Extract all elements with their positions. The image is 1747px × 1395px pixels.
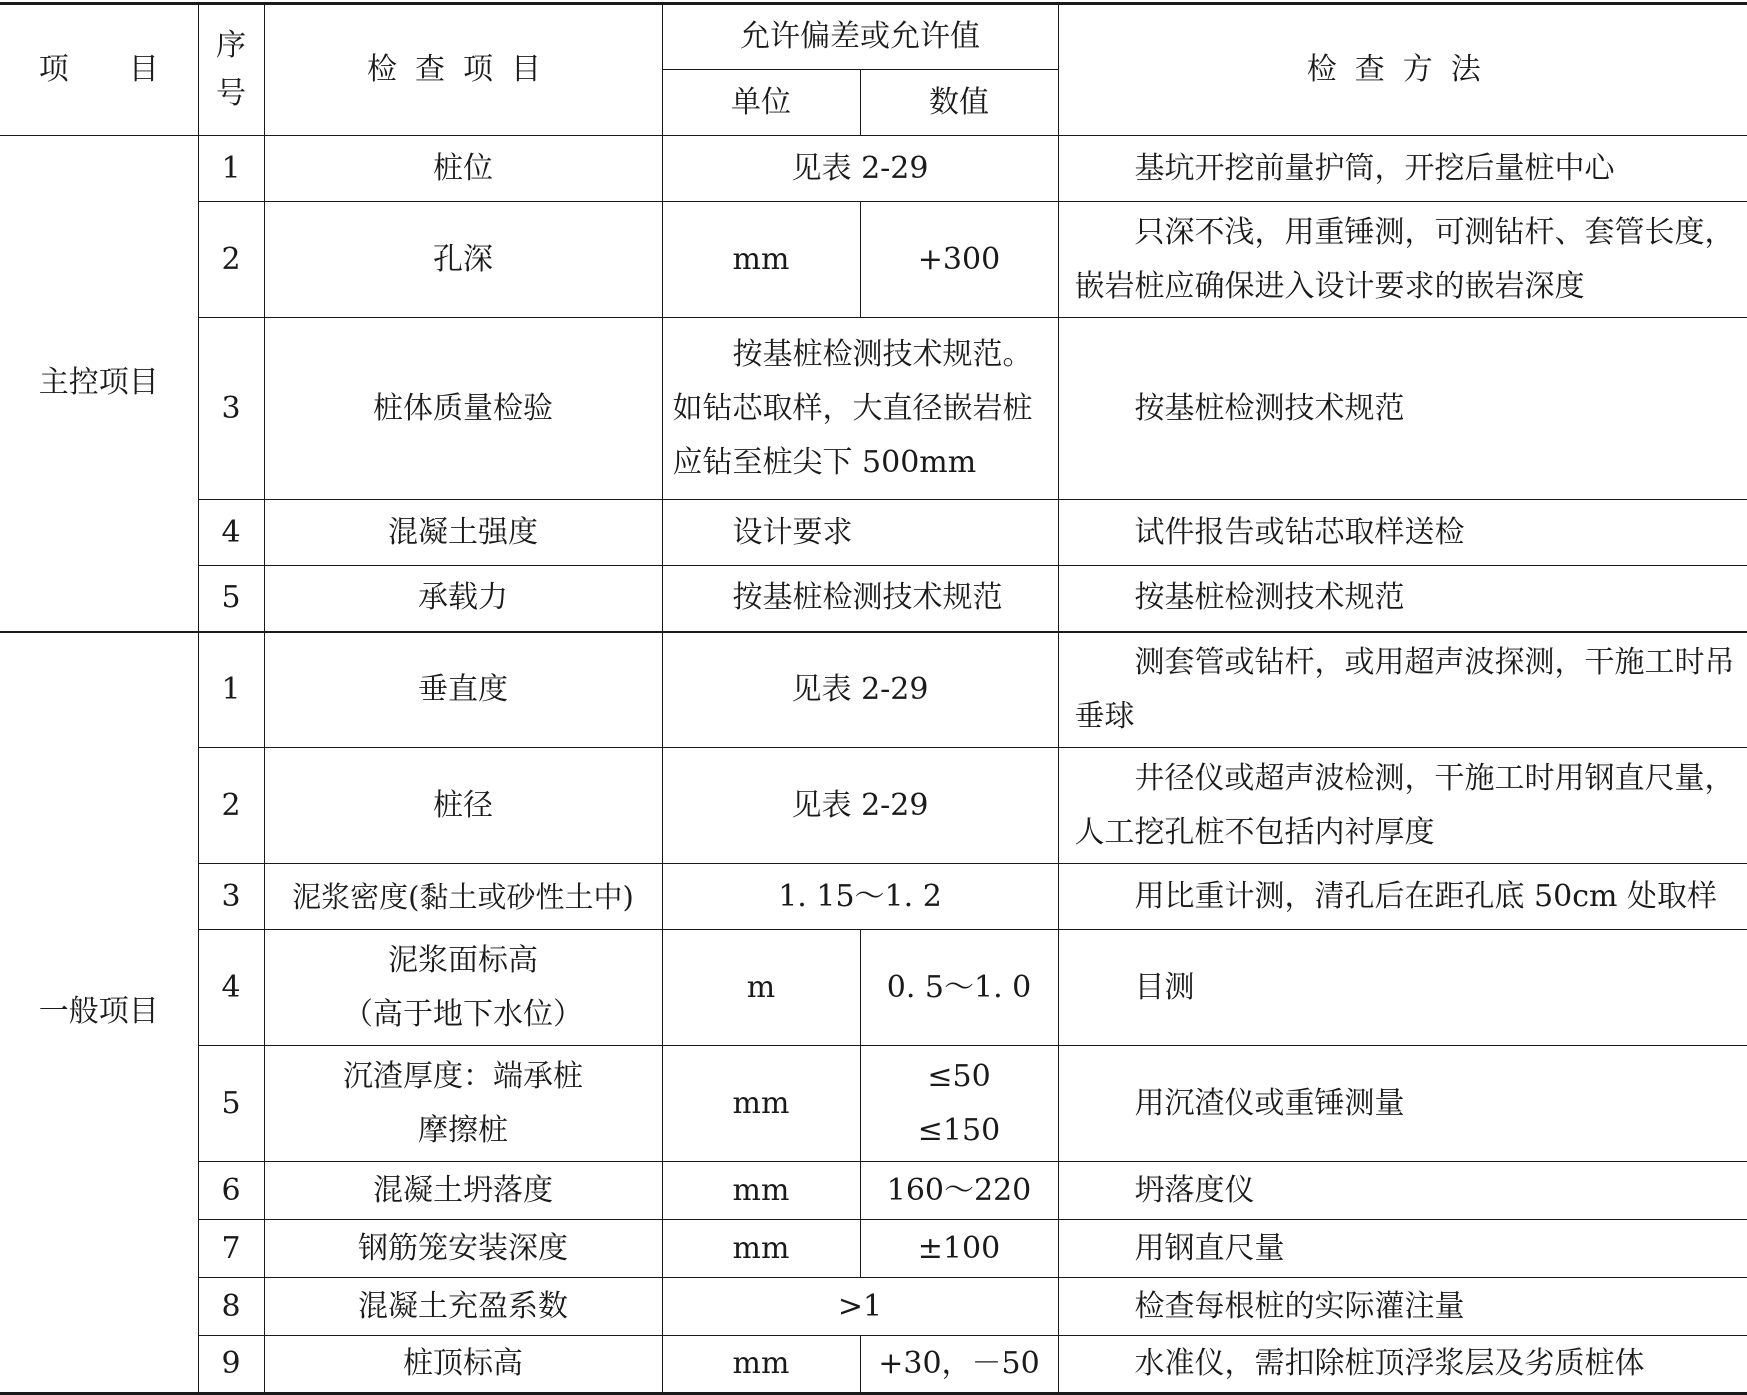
row-item: 桩体质量检验 — [264, 318, 662, 500]
row-item: 桩位 — [264, 136, 662, 202]
table-row — [0, 500, 1747, 566]
row-tolerance: 设计要求 — [662, 500, 1058, 566]
row-item: 泥浆密度(黏土或砂性土中) — [264, 864, 662, 930]
row-method: 只深不浅，用重锤测，可测钻杆、套管长度，嵌岩桩应确保进入设计要求的嵌岩深度 — [1058, 202, 1747, 318]
row-method: 目测 — [1058, 930, 1747, 1046]
row-seq: 6 — [198, 1162, 264, 1220]
row-item: 孔深 — [264, 202, 662, 318]
row-method: 坍落度仪 — [1058, 1162, 1747, 1220]
row-tolerance: >1 — [662, 1278, 1058, 1336]
row-method: 用比重计测，清孔后在距孔底 50cm 处取样 — [1058, 864, 1747, 930]
row-item: 混凝土坍落度 — [264, 1162, 662, 1220]
table-row — [0, 930, 1747, 1046]
header-seq: 序号 — [198, 4, 264, 136]
header-item: 检查项目 — [264, 4, 662, 136]
row-seq: 4 — [198, 500, 264, 566]
table-row — [0, 1046, 1747, 1162]
row-value-line: ≤150 — [917, 1112, 1001, 1148]
table-row — [0, 202, 1747, 318]
table-row — [0, 566, 1747, 632]
row-item: 承载力 — [264, 566, 662, 632]
row-seq: 1 — [198, 136, 264, 202]
header-tolerance: 允许偏差或允许值 — [662, 4, 1058, 70]
row-unit: mm — [662, 1046, 860, 1162]
row-tolerance: 见表 2-29 — [662, 748, 1058, 864]
header-row-1 — [0, 4, 1747, 70]
row-method: 用钢直尺量 — [1058, 1220, 1747, 1278]
table-row — [0, 136, 1747, 202]
header-project: 项 目 — [0, 4, 198, 136]
row-value — [860, 1046, 1058, 1162]
row-method: 按基桩检测技术规范 — [1058, 566, 1747, 632]
row-unit: mm — [662, 202, 860, 318]
header-unit: 单位 — [662, 70, 860, 136]
row-method: 测套管或钻杆，或用超声波探测，干施工时吊垂球 — [1058, 632, 1747, 748]
row-item: 混凝土强度 — [264, 500, 662, 566]
row-tolerance: 1. 15～1. 2 — [662, 864, 1058, 930]
row-method: 基坑开挖前量护筒，开挖后量桩中心 — [1058, 136, 1747, 202]
table-row — [0, 318, 1747, 500]
row-unit: mm — [662, 1336, 860, 1394]
row-seq: 4 — [198, 930, 264, 1046]
table-row — [0, 864, 1747, 930]
row-seq: 8 — [198, 1278, 264, 1336]
row-seq: 5 — [198, 1046, 264, 1162]
row-value: ±100 — [860, 1220, 1058, 1278]
row-method: 按基桩检测技术规范 — [1058, 318, 1747, 500]
row-seq: 9 — [198, 1336, 264, 1394]
row-value: 0. 5～1. 0 — [860, 930, 1058, 1046]
row-seq: 3 — [198, 864, 264, 930]
row-item: 桩径 — [264, 748, 662, 864]
row-seq: 7 — [198, 1220, 264, 1278]
row-item-line: 泥浆面标高 — [388, 942, 538, 978]
row-item-line: 摩擦桩 — [418, 1112, 508, 1148]
row-unit: m — [662, 930, 860, 1046]
row-value: 160～220 — [860, 1162, 1058, 1220]
row-method: 试件报告或钻芯取样送检 — [1058, 500, 1747, 566]
row-seq: 1 — [198, 632, 264, 748]
table-row — [0, 748, 1747, 864]
header-value: 数值 — [860, 70, 1058, 136]
row-seq: 5 — [198, 566, 264, 632]
row-unit: mm — [662, 1220, 860, 1278]
row-item: 混凝土充盈系数 — [264, 1278, 662, 1336]
row-seq: 3 — [198, 318, 264, 500]
table-row — [0, 1220, 1747, 1278]
row-value: +300 — [860, 202, 1058, 318]
row-item-line: （高于地下水位） — [343, 996, 583, 1032]
table-row — [0, 1278, 1747, 1336]
row-tolerance: 按基桩检测技术规范 — [662, 566, 1058, 632]
group-name: 主控项目 — [0, 136, 198, 632]
row-tolerance: 按基桩检测技术规范。如钻芯取样，大直径嵌岩桩应钻至桩尖下 500mm — [662, 318, 1058, 500]
group-name: 一般项目 — [0, 632, 198, 1394]
row-seq: 2 — [198, 202, 264, 318]
table-row — [0, 632, 1747, 748]
row-tolerance: 见表 2-29 — [662, 632, 1058, 748]
row-value-line: ≤50 — [927, 1058, 991, 1094]
row-item — [264, 1046, 662, 1162]
row-item: 钢筋笼安装深度 — [264, 1220, 662, 1278]
row-method: 用沉渣仪或重锤测量 — [1058, 1046, 1747, 1162]
row-method: 检查每根桩的实际灌注量 — [1058, 1278, 1747, 1336]
row-method: 井径仪或超声波检测，干施工时用钢直尺量，人工挖孔桩不包括内衬厚度 — [1058, 748, 1747, 864]
table-row — [0, 1336, 1747, 1394]
inspection-table — [0, 2, 1747, 1395]
table-row — [0, 1162, 1747, 1220]
row-method: 水准仪，需扣除桩顶浮浆层及劣质桩体 — [1058, 1336, 1747, 1394]
row-item-line: 沉渣厚度：端承桩 — [343, 1058, 583, 1094]
row-item: 桩顶标高 — [264, 1336, 662, 1394]
row-tolerance: 见表 2-29 — [662, 136, 1058, 202]
row-item: 垂直度 — [264, 632, 662, 748]
header-method: 检查方法 — [1058, 4, 1747, 136]
row-unit: mm — [662, 1162, 860, 1220]
row-item — [264, 930, 662, 1046]
row-value: +30，－50 — [860, 1336, 1058, 1394]
row-seq: 2 — [198, 748, 264, 864]
